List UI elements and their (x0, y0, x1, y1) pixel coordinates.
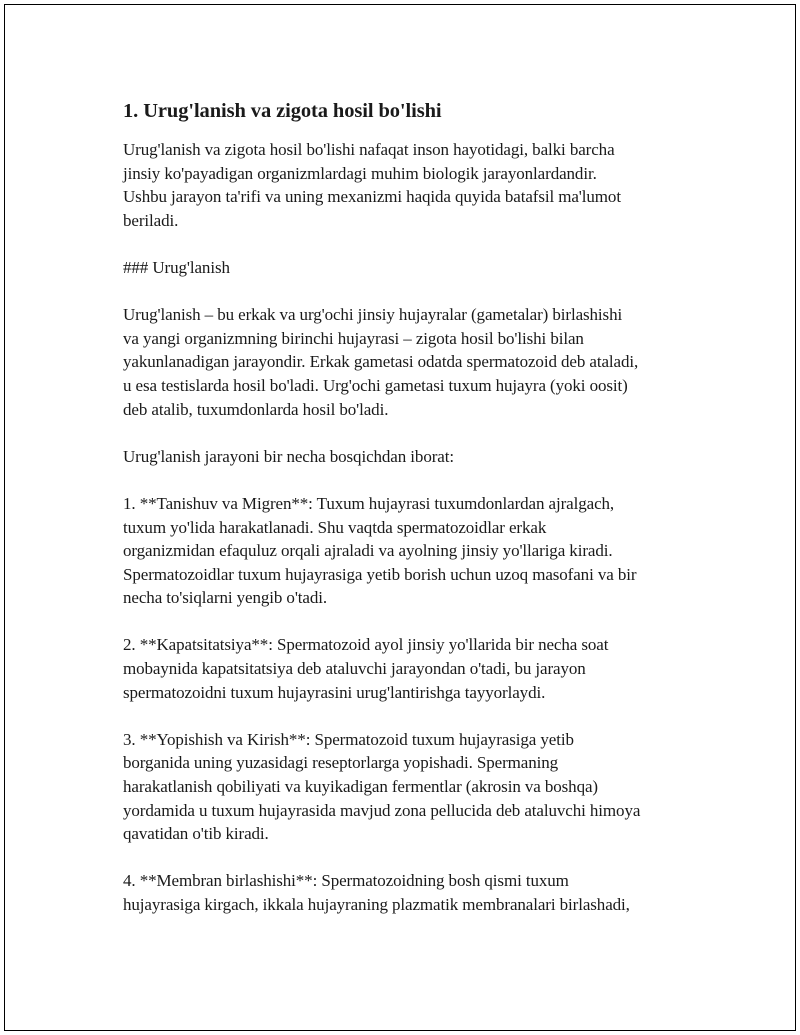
text-line: deb atalib, tuxumdonlarda hosil bo'ladi. (123, 399, 389, 419)
text-line: mobaynida kapatsitatsiya deb ataluvchi jarayondan o'tadi, bu jarayon (123, 659, 586, 679)
text-line: 4. **Membran birlashishi**: Spermatozoidning bosh qismi tuxum (123, 871, 569, 891)
definition-paragraph (123, 303, 693, 421)
stage-4-paragraph (123, 869, 693, 916)
stage-3-paragraph (123, 728, 693, 846)
text-line: 1. **Tanishuv va Migren**: Tuxum hujayrasi tuxumdonlardan ajralgach, (123, 493, 615, 513)
text-line: 3. **Yopishish va Kirish**: Spermatozoid tuxum hujayrasiga yetib (123, 729, 574, 749)
text-line: Urug'lanish – bu erkak va urg'ochi jinsiy hujayralar (gametalar) birlashishi (123, 305, 623, 325)
text-line: ### Urug'lanish (123, 257, 230, 277)
subheading-paragraph (123, 256, 693, 280)
text-line: Urug'lanish jarayoni bir necha bosqichdan iborat: (123, 446, 454, 466)
text-line: yakunlanadigan jarayondir. Erkak gametasi odatda spermatozoid deb ataladi, (123, 352, 639, 372)
document-page (4, 4, 796, 1031)
intro-paragraph (123, 138, 693, 232)
text-line: 2. **Kapatsitatsiya**: Spermatozoid ayol jinsiy yo'llarida bir necha soat (123, 635, 609, 655)
text-line: yordamida u tuxum hujayrasida mavjud zona pellucida deb ataluvchi himoya (123, 800, 641, 820)
text-line: necha to'siqlarni yengib o'tadi. (123, 588, 328, 608)
text-line: organizmidan efaquluz orqali ajraladi va ayolning jinsiy yo'llariga kiradi. (123, 541, 613, 561)
stage-2-paragraph (123, 633, 693, 704)
text-line: hujayrasiga kirgach, ikkala hujayraning plazmatik membranalari birlashadi, (123, 895, 630, 914)
text-line: va yangi organizmning birinchi hujayrasi – zigota hosil bo'lishi bilan (123, 328, 584, 348)
document-body (123, 98, 693, 940)
text-line: borganida uning yuzasidagi reseptorlarga yopishadi. Spermaning (123, 753, 559, 773)
text-line: harakatlanish qobiliyati va kuyikadigan fermentlar (akrosin va boshqa) (123, 777, 598, 797)
text-line: jinsiy ko'payadigan organizmlardagi muhim biologik jarayonlardandir. (123, 163, 597, 183)
stage-1-paragraph (123, 492, 693, 610)
text-line: Ushbu jarayon ta'rifi va uning mexanizmi haqida quyida batafsil ma'lumot (123, 187, 621, 207)
text-line: Spermatozoidlar tuxum hujayrasiga yetib borish uchun uzoq masofani va bir (123, 564, 637, 584)
section-heading: 1. Urug'lanish va zigota hosil bo'lishi (123, 100, 442, 122)
stages-intro-paragraph (123, 445, 693, 469)
text-line: beriladi. (123, 210, 179, 230)
text-line: u esa testislarda hosil bo'ladi. Urg'ochi gametasi tuxum hujayra (yoki oosit) (123, 375, 628, 395)
text-line: tuxum yo'lida harakatlanadi. Shu vaqtda spermatozoidlar erkak (123, 517, 547, 537)
text-line: spermatozoidni tuxum hujayrasini urug'lantirishga tayyorlaydi. (123, 682, 546, 702)
text-line: Urug'lanish va zigota hosil bo'lishi nafaqat inson hayotidagi, balki barcha (123, 140, 615, 159)
text-line: qavatidan o'tib kiradi. (123, 824, 269, 844)
